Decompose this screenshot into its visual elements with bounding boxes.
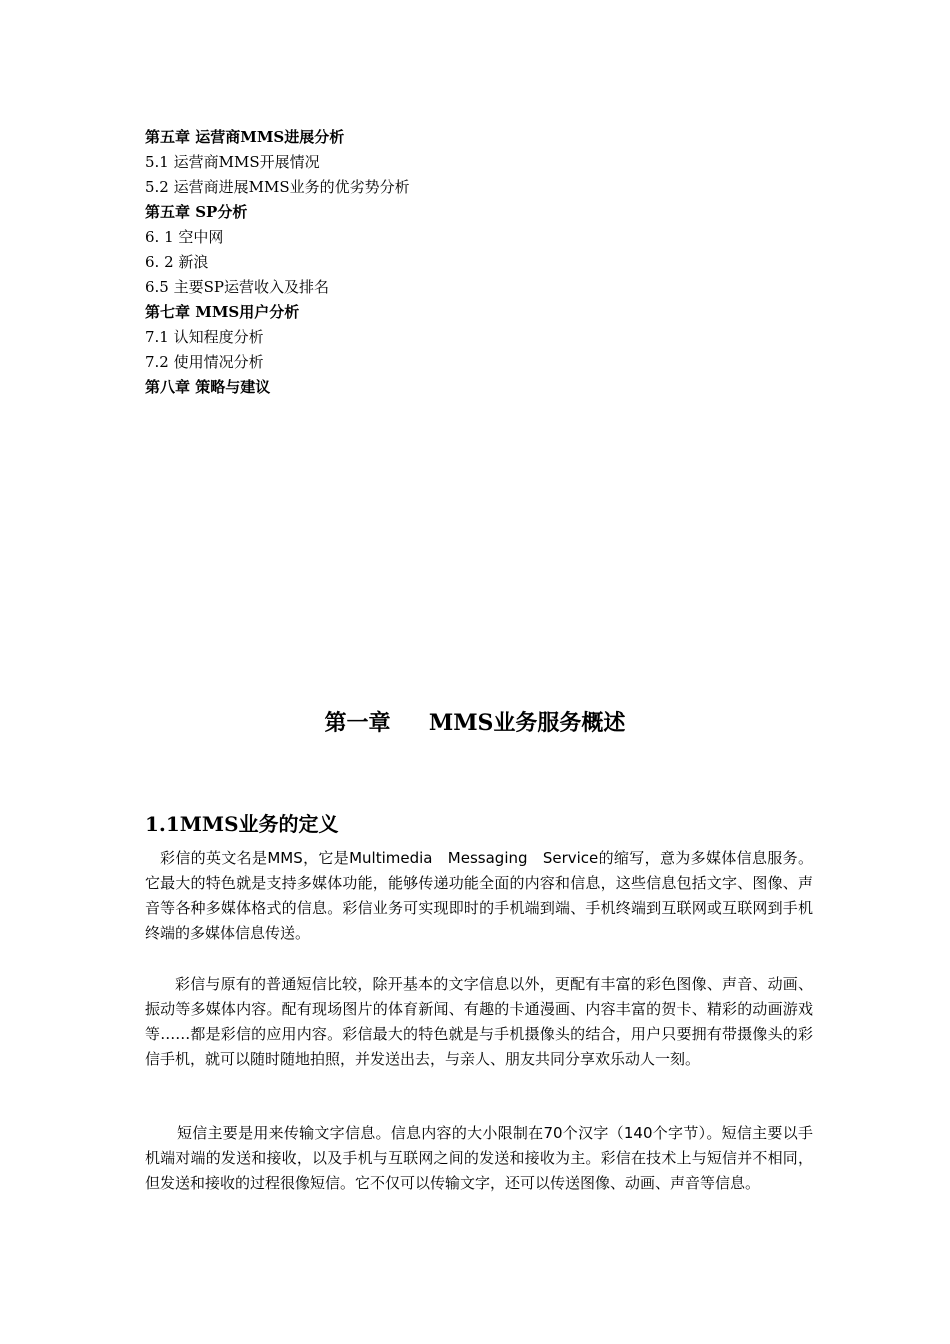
- toc-chapter-sp: 第五章 SP分析: [145, 203, 248, 221]
- toc-chapter-7: 第七章 MMS用户分析: [145, 303, 300, 321]
- chapter-title: 第一章 MMS业务服务概述: [324, 710, 626, 736]
- paragraph-text: 彩信的英文名是: [160, 849, 268, 867]
- paragraph-term: MMS: [267, 849, 303, 867]
- paragraph-text: 的缩写，意为多媒体信息服务。它最大的特色就是支持多媒体功能，能够传递功能全面的内容和信息，这些信息包括文字、图像、声音等各种多媒体格式的信息。彩信业务可实现即时的手机端到端、手机终端到互联网或互联网到手机终端的多媒体信息传送。: [145, 849, 813, 942]
- toc-chapter-8: 第八章 策略与建议: [145, 378, 271, 396]
- toc-item-5-1: 5.1 运营商MMS开展情况: [145, 153, 320, 171]
- toc-item-7-2: 7.2 使用情况分析: [145, 353, 264, 371]
- table-of-contents: [145, 125, 805, 400]
- paragraph-number: 140: [623, 1124, 653, 1142]
- paragraph-definition: [145, 846, 813, 946]
- paragraph-text: 个字节）。短信主要以手机端对端的发送和接收，以及手机与互联网之间的发送和接收为主。彩信在技术上与短信并不相同，但发送和接收的过程很像短信。它不仅可以传输文字，还可以传送图像、动画、声音等信息。: [145, 1124, 813, 1192]
- toc-item-6-5: 6.5 主要SP运营收入及排名: [145, 278, 329, 296]
- paragraph-text: 个汉字（: [562, 1124, 624, 1142]
- paragraph-text: ，它是: [302, 849, 350, 867]
- paragraph-text: 短信主要是用来传输文字信息。信息内容的大小限制在: [177, 1124, 544, 1142]
- paragraph-sms: [145, 1121, 813, 1196]
- paragraph-number: 70: [543, 1124, 563, 1142]
- toc-item-6-2: 6. 2 新浪: [145, 253, 209, 271]
- toc-chapter-5: 第五章 运营商MMS进展分析: [145, 128, 345, 146]
- section-title: 1.1MMS业务的定义: [145, 812, 339, 836]
- toc-item-6-1: 6. 1 空中网: [145, 228, 224, 246]
- toc-item-5-2: 5.2 运营商进展MMS业务的优劣势分析: [145, 178, 410, 196]
- paragraph-comparison: 彩信与原有的普通短信比较，除开基本的文字信息以外，更配有丰富的彩色图像、声音、动画、振动等多媒体内容。配有现场图片的体育新闻、有趣的卡通漫画、内容丰富的贺卡、精彩的动画游戏等……都是彩信的应用内容。彩信最大的特色就是与手机摄像头的结合，用户只要拥有带摄像头的彩信手机，就可以随时随地拍照，并发送出去，与亲人、朋友共同分享欢乐动人一刻。: [145, 975, 813, 1068]
- paragraph-term: Multimedia Messaging Service: [349, 849, 599, 867]
- toc-item-7-1: 7.1 认知程度分析: [145, 328, 264, 346]
